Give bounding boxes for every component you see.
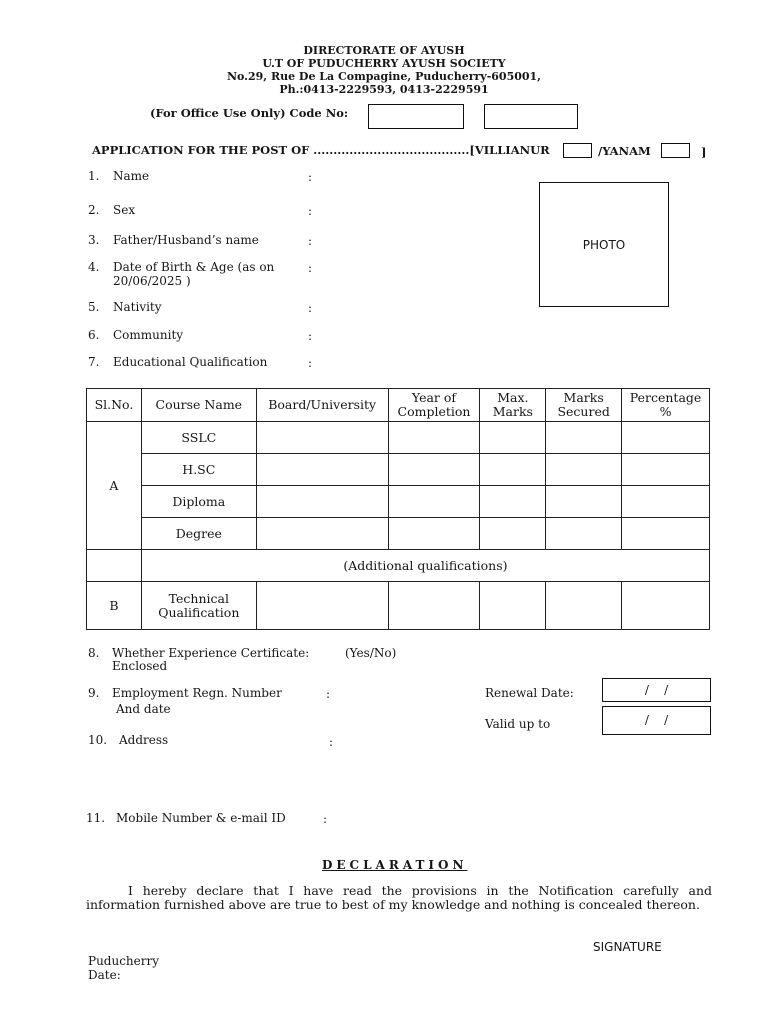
field-father-colon: :	[308, 234, 313, 248]
field-education-num: 7.	[88, 355, 100, 369]
group-a-cell: A	[87, 422, 142, 550]
cell-hsc-max[interactable]	[480, 454, 546, 486]
mobile-label: Mobile Number & e-mail ID	[116, 811, 286, 825]
cell-hsc-secured[interactable]	[546, 454, 622, 486]
cell-degree-secured[interactable]	[546, 518, 622, 550]
table-row-additional	[87, 550, 710, 582]
cell-sslc-max[interactable]	[480, 422, 546, 454]
header-society: U.T OF PUDUCHERRY AYUSH SOCIETY	[262, 57, 506, 70]
course-sslc: SSLC	[141, 422, 256, 454]
table-row	[87, 422, 710, 454]
photo-label: PHOTO	[582, 237, 626, 252]
cell-sslc-secured[interactable]	[546, 422, 622, 454]
cell-technical-secured[interactable]	[546, 582, 622, 630]
header-directorate: DIRECTORATE OF AYUSH	[303, 44, 465, 57]
cell-diploma-percentage[interactable]	[622, 486, 710, 518]
cell-diploma-board[interactable]	[256, 486, 388, 518]
header-address: No.29, Rue De La Compagine, Puducherry-605001,	[226, 70, 542, 83]
address-label: Address	[119, 733, 169, 747]
cell-sslc-board[interactable]	[256, 422, 388, 454]
cell-technical-max[interactable]	[480, 582, 546, 630]
field-sex-colon: :	[308, 204, 313, 218]
cell-diploma-secured[interactable]	[546, 486, 622, 518]
table-row	[87, 486, 710, 518]
renewal-date-label: Renewal Date:	[485, 686, 574, 700]
table-row	[87, 518, 710, 550]
address-num: 10.	[88, 733, 108, 747]
course-technical: Technical Qualification	[141, 582, 256, 630]
experience-label: Whether Experience Certificate:	[112, 646, 310, 660]
field-name-num: 1.	[88, 169, 100, 183]
cell-diploma-max[interactable]	[480, 486, 546, 518]
employment-label: Employment Regn. Number	[112, 686, 282, 700]
cell-degree-year[interactable]	[388, 518, 480, 550]
place-label: Puducherry	[88, 954, 160, 968]
header-course-name: Course Name	[141, 389, 256, 422]
declaration-title: DECLARATION	[322, 858, 468, 872]
villianur-checkbox[interactable]	[563, 143, 592, 158]
field-education-colon: :	[308, 356, 313, 370]
header-board-university: Board/University	[256, 389, 388, 422]
valid-up-to-field[interactable]: / /	[602, 706, 711, 735]
header-percentage: Percentage %	[622, 389, 710, 422]
field-nativity-num: 5.	[88, 300, 100, 314]
course-degree: Degree	[141, 518, 256, 550]
field-nativity-label: Nativity	[113, 300, 162, 314]
declaration-text: I hereby declare that I have read the provisions in the Notification carefully and information furnished above are true to best of my knowledge and nothing is concealed thereon.	[86, 883, 712, 912]
cell-sslc-year[interactable]	[388, 422, 480, 454]
code-no-box-2[interactable]	[484, 104, 578, 129]
field-community-label: Community	[113, 328, 184, 342]
employment-label-2: And date	[116, 702, 171, 716]
field-nativity-colon: :	[308, 301, 313, 315]
employment-num: 9.	[88, 686, 100, 700]
field-education-label: Educational Qualification	[113, 355, 268, 369]
experience-num: 8.	[88, 646, 100, 660]
header-phone: Ph.:0413-2229593, 0413-2229591	[279, 83, 489, 96]
table-row	[87, 582, 710, 630]
table-header-row	[87, 389, 710, 422]
cell-hsc-board[interactable]	[256, 454, 388, 486]
cell-hsc-percentage[interactable]	[622, 454, 710, 486]
field-sex-label: Sex	[113, 203, 136, 217]
field-dob-num: 4.	[88, 260, 100, 274]
cell-degree-board[interactable]	[256, 518, 388, 550]
cell-technical-year[interactable]	[388, 582, 480, 630]
group-b-cell: B	[87, 582, 142, 630]
header-max-marks: Max. Marks	[480, 389, 546, 422]
office-use-label: (For Office Use Only) Code No:	[150, 106, 349, 120]
field-dob-colon: :	[308, 261, 313, 275]
yanam-label: /YANAM	[598, 144, 651, 158]
field-dob-label-2: 20/06/2025 )	[113, 274, 191, 288]
field-father-num: 3.	[88, 233, 100, 247]
header-year-completion: Year of Completion	[388, 389, 480, 422]
cell-diploma-year[interactable]	[388, 486, 480, 518]
additional-qualifications-label: (Additional qualifications)	[141, 550, 709, 582]
header-marks-secured: Marks Secured	[546, 389, 622, 422]
cell-sslc-percentage[interactable]	[622, 422, 710, 454]
valid-up-to-label: Valid up to	[485, 717, 551, 731]
cell-technical-percentage[interactable]	[622, 582, 710, 630]
signature-label: SIGNATURE	[593, 940, 662, 954]
cell-degree-percentage[interactable]	[622, 518, 710, 550]
close-bracket: ]	[701, 145, 707, 159]
cell-technical-board[interactable]	[256, 582, 388, 630]
address-colon: :	[329, 735, 334, 749]
code-no-box-1[interactable]	[368, 104, 464, 129]
renewal-date-field[interactable]: / /	[602, 678, 711, 702]
photo-box[interactable]	[539, 182, 669, 307]
cell-hsc-year[interactable]	[388, 454, 480, 486]
table-row	[87, 454, 710, 486]
experience-yes-no[interactable]: (Yes/No)	[345, 646, 397, 660]
field-community-colon: :	[308, 329, 313, 343]
field-dob-label: Date of Birth & Age (as on	[113, 260, 275, 274]
cell-degree-max[interactable]	[480, 518, 546, 550]
field-sex-num: 2.	[88, 203, 100, 217]
mobile-num: 11.	[86, 811, 106, 825]
yanam-checkbox[interactable]	[661, 143, 690, 158]
experience-label-2: Enclosed	[112, 659, 168, 673]
header-slno: Sl.No.	[87, 389, 142, 422]
additional-blank-cell	[87, 550, 142, 582]
qualification-table	[86, 388, 710, 630]
field-name-label: Name	[113, 169, 150, 183]
course-diploma: Diploma	[141, 486, 256, 518]
date-label: Date:	[88, 968, 121, 982]
field-father-label: Father/Husband’s name	[113, 233, 259, 247]
employment-colon: :	[326, 687, 331, 701]
mobile-colon: :	[323, 812, 328, 826]
field-community-num: 6.	[88, 328, 100, 342]
field-name-colon: :	[308, 170, 313, 184]
course-hsc: H.SC	[141, 454, 256, 486]
application-post-label: APPLICATION FOR THE POST OF .......................................[VILLIANUR	[92, 143, 550, 157]
